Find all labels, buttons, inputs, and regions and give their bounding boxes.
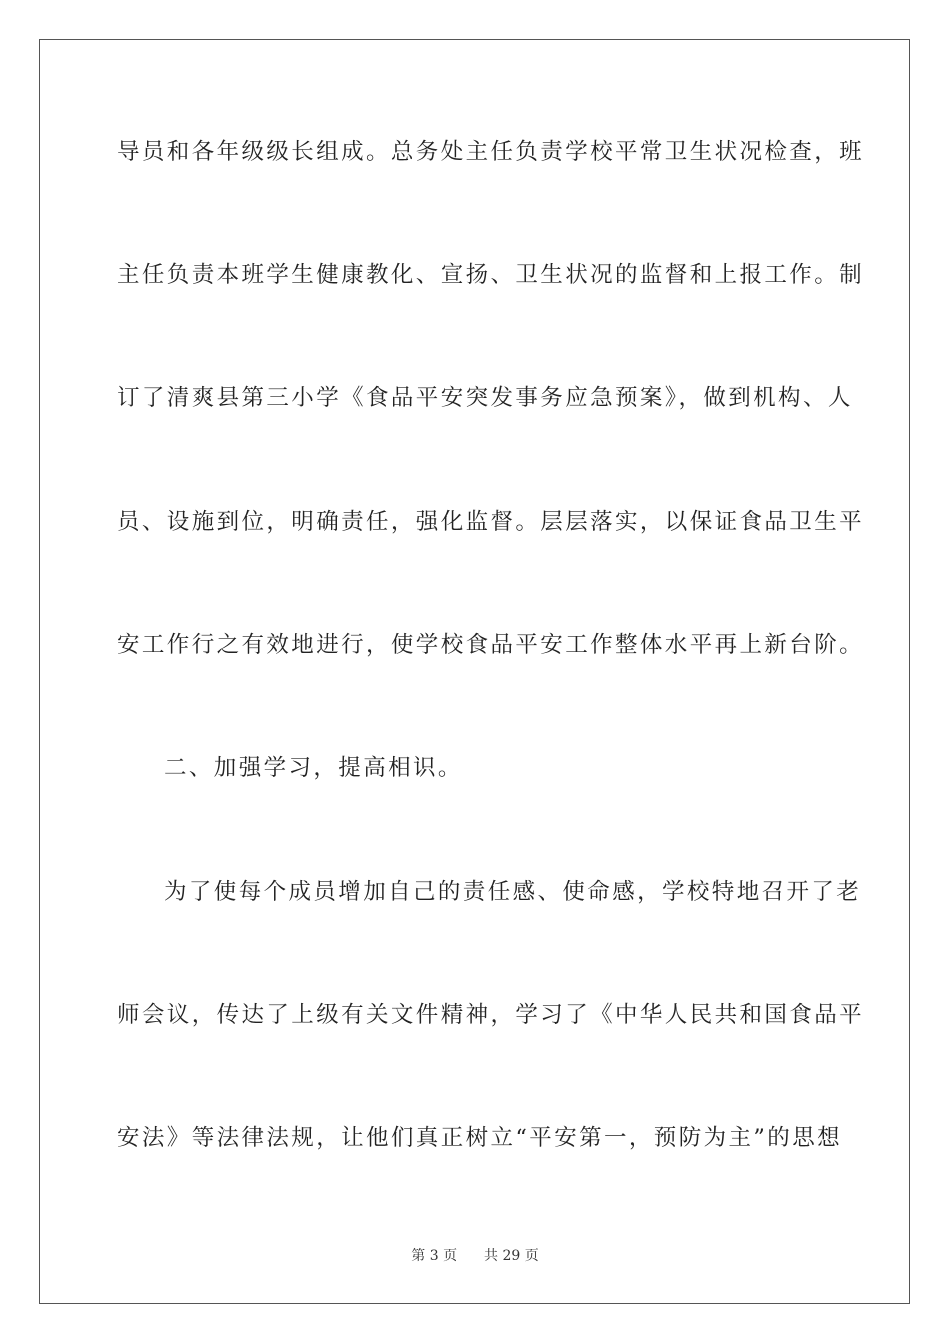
text-line: 员、设施到位，明确责任，强化监督。层层落实，以保证食品卫生平 [117, 509, 865, 535]
text-line: 主任负责本班学生健康教化、宣扬、卫生状况的监督和上报工作。制 [117, 262, 865, 288]
text-line: 导员和各年级级长组成。总务处主任负责学校平常卫生状况检查，班 [117, 139, 865, 165]
text-line: 安工作行之有效地进行，使学校食品平安工作整体水平再上新台阶。 [117, 632, 865, 658]
text-line: 师会议，传达了上级有关文件精神，学习了《中华人民共和国食品平 [117, 1002, 865, 1028]
page-number: 第 3 页 [411, 1248, 458, 1264]
page-footer [0, 1246, 950, 1266]
paragraph-first-line: 为了使每个成员增加自己的责任感、使命感，学校特地召开了老 [164, 879, 862, 905]
text-line: 订了清爽县第三小学《食品平安突发事务应急预案》，做到机构、人 [117, 385, 853, 411]
page-total: 共 29 页 [484, 1248, 539, 1264]
section-heading: 二、加强学习，提高相识。 [164, 755, 463, 781]
text-line: 安法》等法律法规，让他们真正树立“平安第一，预防为主”的思想 [117, 1125, 843, 1151]
page-border [39, 39, 910, 1304]
